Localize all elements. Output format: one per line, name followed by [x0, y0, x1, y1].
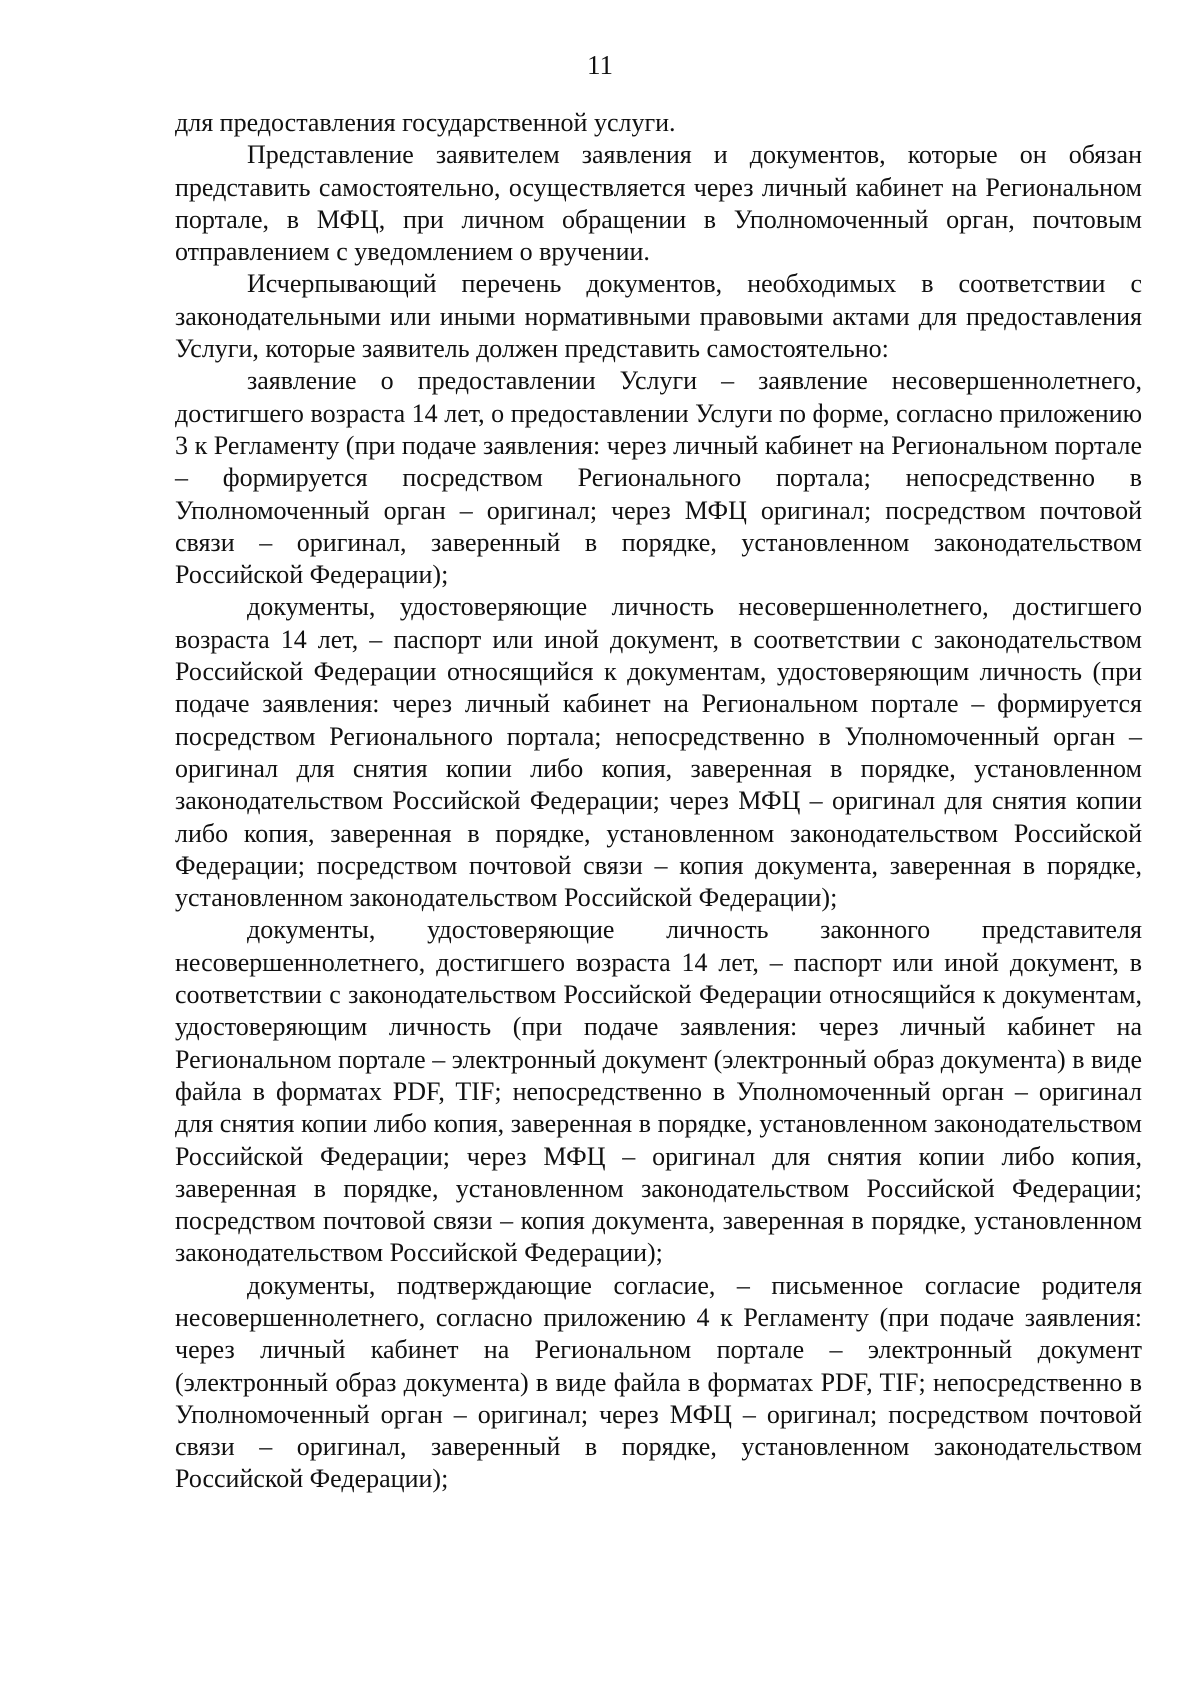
paragraph-documents-list-intro: Исчерпывающий перечень документов, необходимых в соответствии с законодательными или иными нормативными правовыми актами для предоставления Услуги, которые заявитель должен представить самостоятельно:	[175, 269, 1142, 364]
document-body	[175, 107, 1142, 1496]
paragraph-representative-identity-documents: документы, удостоверяющие личность законного представителя несовершеннолетнего, достигшего возраста 14 лет, – паспорт или иной документ, в соответствии с законодательством Российской Федерации относящийся к документам, удостоверяющим личность (при подаче заявления: через личный кабинет на Региональном портале – электронный документ (электронный образ документа) в виде файла в форматах PDF, TIF; непосредственно в Уполномоченный орган – оригинал для снятия копии либо копия, заверенная в порядке, установленном законодательством Российской Федерации; через МФЦ – оригинал для снятия копии либо копия, заверенная в порядке, установленном законодательством Российской Федерации; посредством почтовой связи – копия документа, заверенная в порядке, установленном законодательством Российской Федерации);	[175, 915, 1142, 1268]
page-number: 11	[587, 50, 613, 80]
paragraph-minor-identity-documents: документы, удостоверяющие личность несовершеннолетнего, достигшего возраста 14 лет, – паспорт или иной документ, в соответствии с законодательством Российской Федерации относящийся к документам, удостоверяющим личность (при подаче заявления: через личный кабинет на Региональном портале – формируется посредством Регионального портала; непосредственно в Уполномоченный орган – оригинал для снятия копии либо копия, заверенная в порядке, установленном законодательством Российской Федерации; через МФЦ – оригинал для снятия копии либо копия, заверенная в порядке, установленном законодательством Российской Федерации; посредством почтовой связи – копия документа, заверенная в порядке, установленном законодательством Российской Федерации);	[175, 592, 1142, 913]
paragraph-submission-methods: Представление заявителем заявления и документов, которые он обязан представить самостоятельно, осуществляется через личный кабинет на Региональном портале, в МФЦ, при личном обращении в Уполномоченный орган, почтовым отправлением с уведомлением о вручении.	[175, 140, 1142, 267]
paragraph-consent-documents: документы, подтверждающие согласие, – письменное согласие родителя несовершеннолетнего, согласно приложению 4 к Регламенту (при подаче заявления: через личный кабинет на Региональном портале – электронный документ (электронный образ документа) в виде файла в форматах PDF, TIF; непосредственно в Уполномоченный орган – оригинал; через МФЦ – оригинал; посредством почтовой связи – оригинал, заверенный в порядке, установленном законодательством Российской Федерации);	[175, 1270, 1142, 1494]
paragraph-application: заявление о предоставлении Услуги – заявление несовершеннолетнего, достигшего возраста 14 лет, о предоставлении Услуги по форме, согласно приложению 3 к Регламенту (при подаче заявления: через личный кабинет на Региональном портале – формируется посредством Регионального портала; непосредственно в Уполномоченный орган – оригинал; через МФЦ оригинал; посредством почтовой связи – оригинал, заверенный в порядке, установленном законодательством Российской Федерации);	[175, 366, 1142, 590]
paragraph-continuation: для предоставления государственной услуги.	[175, 108, 676, 137]
